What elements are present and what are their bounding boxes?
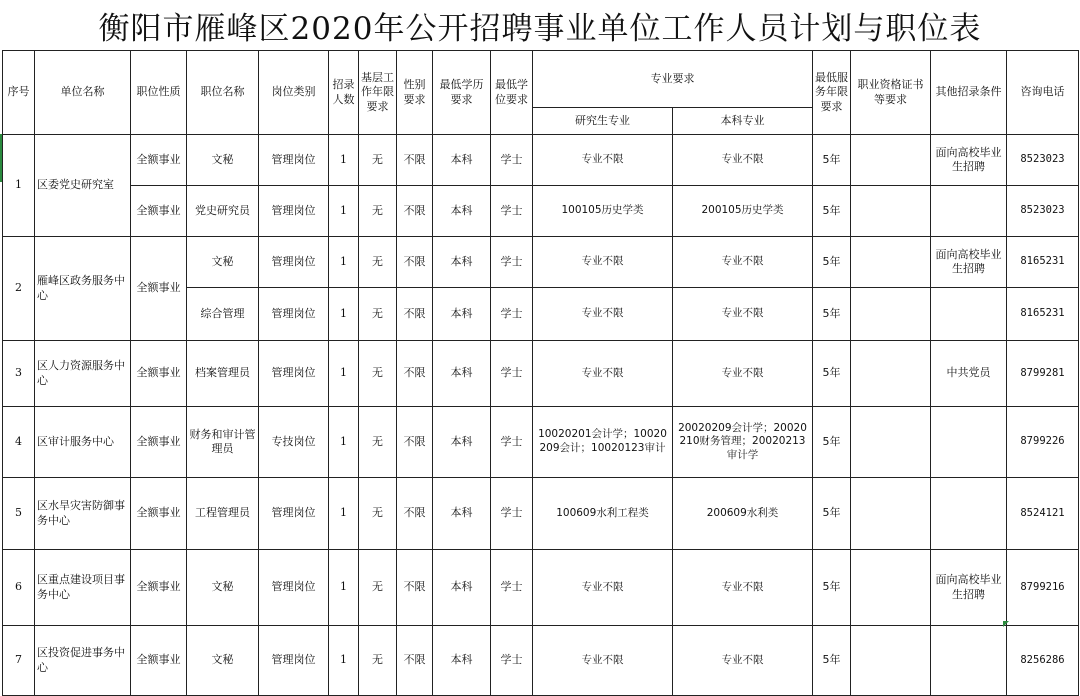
major-grad-cell: 100609水利工程类 xyxy=(533,478,673,550)
major-grad-cell: 专业不限 xyxy=(533,237,673,288)
gender-cell: 不限 xyxy=(397,478,433,550)
header-service: 最低服务年限要求 xyxy=(813,51,851,135)
nature-cell: 全额事业 xyxy=(131,478,187,550)
header-unit: 单位名称 xyxy=(35,51,131,135)
position-cell: 综合管理 xyxy=(187,288,259,341)
header-phone: 咨询电话 xyxy=(1007,51,1079,135)
position-cell: 文秘 xyxy=(187,237,259,288)
other-cell xyxy=(931,478,1007,550)
cert-cell xyxy=(851,186,931,237)
count-cell: 1 xyxy=(329,407,359,478)
major-grad-cell: 专业不限 xyxy=(533,288,673,341)
position-cell: 文秘 xyxy=(187,135,259,186)
unit-name-cell: 区投资促进事务中心 xyxy=(35,626,131,696)
category-cell: 管理岗位 xyxy=(259,626,329,696)
gender-cell: 不限 xyxy=(397,341,433,407)
header-education: 最低学历要求 xyxy=(433,51,491,135)
nature-cell: 全额事业 xyxy=(131,135,187,186)
education-cell: 本科 xyxy=(433,288,491,341)
header-nature: 职位性质 xyxy=(131,51,187,135)
table-row xyxy=(3,135,1079,186)
nature-cell: 全额事业 xyxy=(131,550,187,626)
major-grad-cell: 专业不限 xyxy=(533,626,673,696)
category-cell: 管理岗位 xyxy=(259,341,329,407)
recruitment-table xyxy=(2,50,1079,696)
degree-cell: 学士 xyxy=(491,407,533,478)
cert-cell xyxy=(851,288,931,341)
service-cell: 5年 xyxy=(813,478,851,550)
header-degree: 最低学位要求 xyxy=(491,51,533,135)
count-cell: 1 xyxy=(329,135,359,186)
degree-cell: 学士 xyxy=(491,186,533,237)
grassroots-cell: 无 xyxy=(359,135,397,186)
education-cell: 本科 xyxy=(433,407,491,478)
other-cell xyxy=(931,288,1007,341)
grassroots-cell: 无 xyxy=(359,237,397,288)
other-cell: 中共党员 xyxy=(931,341,1007,407)
other-cell xyxy=(931,186,1007,237)
unit-name-cell: 雁峰区政务服务中心 xyxy=(35,237,131,341)
major-undergrad-cell: 专业不限 xyxy=(673,341,813,407)
seq-cell: 2 xyxy=(3,237,35,341)
category-cell: 专技岗位 xyxy=(259,407,329,478)
major-grad-cell: 专业不限 xyxy=(533,135,673,186)
count-cell: 1 xyxy=(329,341,359,407)
nature-cell: 全额事业 xyxy=(131,626,187,696)
table-row xyxy=(3,186,1079,237)
degree-cell: 学士 xyxy=(491,341,533,407)
header-position: 职位名称 xyxy=(187,51,259,135)
phone-cell: 8523023 xyxy=(1007,186,1079,237)
header-seq: 序号 xyxy=(3,51,35,135)
phone-cell: 8256286 xyxy=(1007,626,1079,696)
other-cell xyxy=(931,626,1007,696)
header-major: 专业要求 xyxy=(533,51,813,108)
unit-name-cell: 区重点建设项目事务中心 xyxy=(35,550,131,626)
phone-cell: 8523023 xyxy=(1007,135,1079,186)
position-cell: 工程管理员 xyxy=(187,478,259,550)
other-cell: 面向高校毕业生招聘 xyxy=(931,135,1007,186)
grassroots-cell: 无 xyxy=(359,341,397,407)
position-cell: 财务和审计管理员 xyxy=(187,407,259,478)
degree-cell: 学士 xyxy=(491,237,533,288)
phone-cell: 8165231 xyxy=(1007,237,1079,288)
gender-cell: 不限 xyxy=(397,288,433,341)
degree-cell: 学士 xyxy=(491,550,533,626)
education-cell: 本科 xyxy=(433,237,491,288)
grassroots-cell: 无 xyxy=(359,407,397,478)
gender-cell: 不限 xyxy=(397,626,433,696)
nature-cell: 全额事业 xyxy=(131,237,187,341)
cert-cell xyxy=(851,341,931,407)
major-undergrad-cell: 200609水利类 xyxy=(673,478,813,550)
seq-cell: 1 xyxy=(3,135,35,237)
nature-cell: 全额事业 xyxy=(131,186,187,237)
gender-cell: 不限 xyxy=(397,237,433,288)
category-cell: 管理岗位 xyxy=(259,550,329,626)
position-cell: 党史研究员 xyxy=(187,186,259,237)
table-row xyxy=(3,407,1079,478)
table-row xyxy=(3,237,1079,288)
major-undergrad-cell: 专业不限 xyxy=(673,288,813,341)
unit-name-cell: 区委党史研究室 xyxy=(35,135,131,237)
position-cell: 档案管理员 xyxy=(187,341,259,407)
category-cell: 管理岗位 xyxy=(259,135,329,186)
major-undergrad-cell: 专业不限 xyxy=(673,550,813,626)
gender-cell: 不限 xyxy=(397,186,433,237)
category-cell: 管理岗位 xyxy=(259,237,329,288)
major-undergrad-cell: 200105历史学类 xyxy=(673,186,813,237)
major-undergrad-cell: 20020209会计学；20020210财务管理；20020213审计学 xyxy=(673,407,813,478)
service-cell: 5年 xyxy=(813,407,851,478)
count-cell: 1 xyxy=(329,186,359,237)
gender-cell: 不限 xyxy=(397,407,433,478)
seq-cell: 7 xyxy=(3,626,35,696)
major-undergrad-cell: 专业不限 xyxy=(673,626,813,696)
education-cell: 本科 xyxy=(433,135,491,186)
education-cell: 本科 xyxy=(433,550,491,626)
phone-cell: 8799216 xyxy=(1007,550,1079,626)
position-cell: 文秘 xyxy=(187,626,259,696)
service-cell: 5年 xyxy=(813,626,851,696)
table-row xyxy=(3,341,1079,407)
phone-cell: 8799281 xyxy=(1007,341,1079,407)
education-cell: 本科 xyxy=(433,341,491,407)
count-cell: 1 xyxy=(329,478,359,550)
major-undergrad-cell: 专业不限 xyxy=(673,135,813,186)
gender-cell: 不限 xyxy=(397,550,433,626)
degree-cell: 学士 xyxy=(491,478,533,550)
other-cell: 面向高校毕业生招聘 xyxy=(931,550,1007,626)
service-cell: 5年 xyxy=(813,288,851,341)
count-cell: 1 xyxy=(329,550,359,626)
major-grad-cell: 专业不限 xyxy=(533,341,673,407)
phone-cell: 8165231 xyxy=(1007,288,1079,341)
category-cell: 管理岗位 xyxy=(259,478,329,550)
header-grassroots: 基层工作年限要求 xyxy=(359,51,397,135)
header-category: 岗位类别 xyxy=(259,51,329,135)
seq-cell: 4 xyxy=(3,407,35,478)
header-major-grad: 研究生专业 xyxy=(533,108,673,135)
category-cell: 管理岗位 xyxy=(259,186,329,237)
other-cell: 面向高校毕业生招聘 xyxy=(931,237,1007,288)
nature-cell: 全额事业 xyxy=(131,341,187,407)
other-cell xyxy=(931,407,1007,478)
header-other: 其他招录条件 xyxy=(931,51,1007,135)
education-cell: 本科 xyxy=(433,626,491,696)
header-count: 招录人数 xyxy=(329,51,359,135)
degree-cell: 学士 xyxy=(491,626,533,696)
major-grad-cell: 专业不限 xyxy=(533,550,673,626)
grassroots-cell: 无 xyxy=(359,550,397,626)
nature-cell: 全额事业 xyxy=(131,407,187,478)
education-cell: 本科 xyxy=(433,186,491,237)
major-grad-cell: 10020201会计学；10020209会计；10020123审计 xyxy=(533,407,673,478)
count-cell: 1 xyxy=(329,626,359,696)
grassroots-cell: 无 xyxy=(359,626,397,696)
header-gender: 性别要求 xyxy=(397,51,433,135)
page-title: 衡阳市雁峰区2020年公开招聘事业单位工作人员计划与职位表 xyxy=(98,10,982,47)
table-row xyxy=(3,550,1079,626)
seq-cell: 3 xyxy=(3,341,35,407)
cell-comment-marker xyxy=(1003,621,1009,627)
service-cell: 5年 xyxy=(813,186,851,237)
cert-cell xyxy=(851,135,931,186)
cert-cell xyxy=(851,478,931,550)
count-cell: 1 xyxy=(329,288,359,341)
service-cell: 5年 xyxy=(813,237,851,288)
grassroots-cell: 无 xyxy=(359,288,397,341)
cert-cell xyxy=(851,550,931,626)
cert-cell xyxy=(851,407,931,478)
phone-cell: 8524121 xyxy=(1007,478,1079,550)
unit-name-cell: 区审计服务中心 xyxy=(35,407,131,478)
unit-name-cell: 区人力资源服务中心 xyxy=(35,341,131,407)
seq-cell: 5 xyxy=(3,478,35,550)
phone-cell: 8799226 xyxy=(1007,407,1079,478)
position-cell: 文秘 xyxy=(187,550,259,626)
count-cell: 1 xyxy=(329,237,359,288)
service-cell: 5年 xyxy=(813,135,851,186)
header-cert: 职业资格证书等要求 xyxy=(851,51,931,135)
degree-cell: 学士 xyxy=(491,288,533,341)
grassroots-cell: 无 xyxy=(359,478,397,550)
service-cell: 5年 xyxy=(813,550,851,626)
table-row xyxy=(3,478,1079,550)
seq-cell: 6 xyxy=(3,550,35,626)
major-grad-cell: 100105历史学类 xyxy=(533,186,673,237)
cert-cell xyxy=(851,237,931,288)
major-undergrad-cell: 专业不限 xyxy=(673,237,813,288)
table-row xyxy=(3,626,1079,696)
gender-cell: 不限 xyxy=(397,135,433,186)
category-cell: 管理岗位 xyxy=(259,288,329,341)
grassroots-cell: 无 xyxy=(359,186,397,237)
education-cell: 本科 xyxy=(433,478,491,550)
header-major-undergrad: 本科专业 xyxy=(673,108,813,135)
service-cell: 5年 xyxy=(813,341,851,407)
cert-cell xyxy=(851,626,931,696)
degree-cell: 学士 xyxy=(491,135,533,186)
unit-name-cell: 区水旱灾害防御事务中心 xyxy=(35,478,131,550)
